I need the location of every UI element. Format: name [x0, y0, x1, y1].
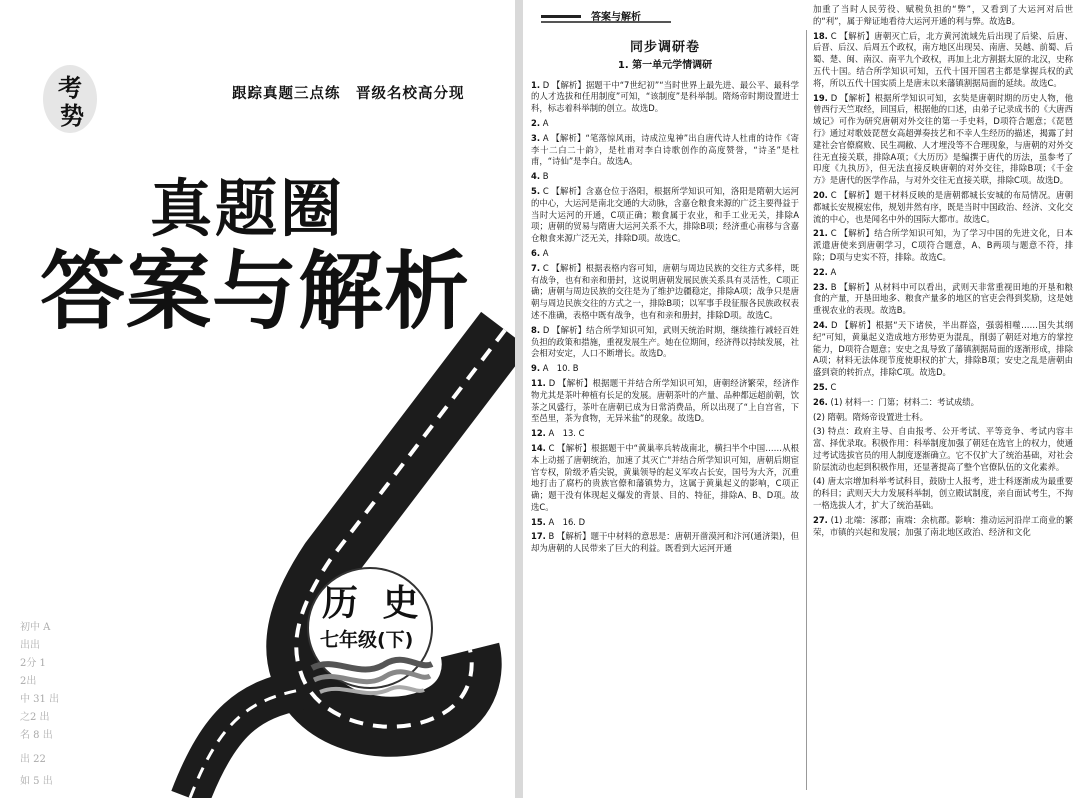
answer-number: 26.: [813, 396, 828, 407]
answer-text: D 【解析】根据所学知识可知，玄奘是唐朝时期的历史人物，他曾西行天竺取经，回国后，根据他的口述，由弟子记录成书的《大唐西域记》可作为研究唐朝对外交往的第一手史料，D项符合题意；《琵琶行》通过对歌妓琵琶女高超弹奏技艺和不幸人生经历的描述，揭露了封建社会官僚腐败、民生凋敝、人才埋没等不合理现象，与唐朝的对外交往无直接关联，排除A项；《大历历》是编撰于唐代的历法，虽参考了印度《九执历》，但无法直接反映唐朝的对外交往，排除B项；《千金方》是唐代的医学作品，与对外交往无直接关联，排除C项。故选D。: [813, 92, 1073, 186]
answer-number: 7.: [531, 262, 541, 273]
margin-scribble: 名 8 出: [20, 730, 53, 741]
answer-item: [531, 171, 799, 183]
answer-text: A: [830, 266, 837, 277]
answer-number: 1.: [531, 79, 541, 90]
answer-text: D 【解析】根据题干并结合所学知识可知，唐朝经济繁荣，经济作物尤其是茶叶种植有长足的发展。唐朝茶叶的产量、品种都远超前朝，饮茶之风盛行，茶叶在唐朝已成为日常消费品，所以出现了“上自宫省，下至邑里，茶为食物，无异米盐”的现象。故选D。: [531, 377, 799, 424]
section-title: 同步调研卷: [629, 40, 700, 55]
answer-number: 25.: [813, 381, 828, 392]
answer-number: 6.: [531, 247, 541, 258]
answer-item: [813, 515, 1073, 539]
answer-text: D 【解析】结合所学知识可知，武则天统治时期，继续推行减轻百姓负担的政策和措施，重视发展生产。她在位期间，经济得以持续发展，社会相对安定，人口不断增长。故选D。: [531, 324, 799, 359]
answer-list-left: [531, 80, 799, 555]
answer-item: [531, 363, 799, 375]
answer-text: (3) 特点：政府主导、自由报考、公开考试、平等竞争、考试内容丰富、择优录取。积极作用：科举制度加强了朝廷在选官上的权力，使通过考试选拔官员的用人制度逐渐确立。它不仅扩大了统治基础，对社会阶层流动也起到积极作用，还显著提高了整个官僚队伍的文化素养。: [813, 426, 1073, 472]
answer-text: C 【解析】题干材料反映的是唐朝都城长安城的布局情况。唐朝都城长安规模宏伟，规划井然有序，既是当时中国政治、经济、文化交流的中心，也是闻名中外的国际大都市。故选C。: [813, 189, 1073, 224]
answer-number: 14.: [531, 442, 546, 453]
answer-item: [813, 31, 1073, 90]
answer-text: B 【解析】从材料中可以看出，武则天非常重视田地的开垦和粮食的产量，开垦田地多、粮食产量多的地区的官吏会得到奖励，这是她重视农业的表现。故选B。: [813, 281, 1073, 316]
answer-text: B: [542, 171, 549, 182]
margin-scribble: 之2 出: [20, 712, 50, 723]
margin-scribble: 如 5 出: [20, 776, 53, 787]
answer-item: [813, 320, 1073, 379]
answer-number: 17.: [531, 531, 546, 542]
cover-title-line2: 答案与解析: [40, 243, 471, 342]
answer-number: 24.: [813, 319, 828, 330]
answer-item: [531, 118, 799, 130]
answer-item: [813, 476, 1073, 511]
logo-char-2: 势: [60, 101, 84, 130]
answer-text: B 【解析】题干中材料的意思是：唐朝开凿漠河和汴河(通济渠)，但却为唐朝的人民带来了巨大的利益。既看到大运河开通: [531, 531, 799, 554]
answer-number: 12.: [531, 428, 546, 439]
answer-text: A 【解析】“笔落惊风雨，诗成泣鬼神”出自唐代诗人杜甫的诗作《寄李十二白二十韵》，是杜甫对李白诗歌创作的高度赞誉，“诗圣”是杜甫，“诗仙”是李白。故选A。: [531, 132, 799, 167]
answer-number: 3.: [531, 132, 541, 143]
answer-text: 加重了当时人民劳役、赋税负担的“弊”，又看到了大运河对后世的“利”，属于辩证地看待大运河开通的利与弊。故选B。: [813, 4, 1073, 26]
answer-item: [813, 397, 1073, 409]
margin-scribble: 2分 1: [20, 658, 46, 669]
answer-item: [531, 378, 799, 425]
cover-grade: 七年级(下): [320, 629, 414, 651]
answer-number: 23.: [813, 281, 828, 292]
answer-item: [813, 382, 1073, 394]
cover-title-line1: 真题圈: [150, 172, 346, 245]
answer-item: [531, 531, 799, 555]
answer-item: [531, 428, 799, 440]
answer-text: C 【解析】结合所学知识可知，为了学习中国的先进文化，日本派遣唐使来到唐朝学习，C项符合题意，A、B两项与题意不符，排除；D项与史实不符，排除。故选C。: [813, 228, 1073, 262]
answer-text: C 【解析】根据表格内容可知，唐朝与周边民族的交往方式多样，既有战争，也有和亲和册封，这说明唐朝发展民族关系具有灵活性，C项正确；唐朝与周边民族的交往是为了维护边疆稳定，排除A项；战争只是唐朝与周边民族交往的方式之一，排除B项；以军事手段征服各民族政权表述不准确，表格中既有战争，也有和亲和册封，排除D项。故选C。: [531, 262, 799, 320]
answer-item: [531, 80, 799, 115]
margin-scribble: 出 22: [20, 754, 46, 765]
margin-scribble: 初中 A: [20, 622, 51, 633]
right-column: [813, 4, 1073, 541]
answer-text: A 13. C: [548, 428, 585, 439]
answer-text: D 【解析】根据“天下诸侯，半出群盗，强弱相噬……国失其纲纪”可知，黄巢起义造成地方形势更为混乱，削弱了朝廷对地方的掌控能力，D项符合题意；安史之乱导致了藩镇割据局面的逐渐形成，排除A项；材料无法体现节度使职权的扩大，排除B项；安史之乱是唐朝由盛到衰的转折点，排除C项。故选D。: [813, 319, 1073, 378]
answer-item: [813, 282, 1073, 317]
answer-item: [813, 190, 1073, 225]
answer-number: 15.: [531, 516, 546, 527]
answer-item: [531, 325, 799, 360]
answer-number: 11.: [531, 377, 546, 388]
answer-number: 27.: [813, 514, 828, 525]
answer-item: [813, 267, 1073, 279]
answer-text: C: [830, 381, 837, 392]
answer-text: A 16. D: [548, 516, 586, 527]
answer-text: (1) 材料一：门第；材料二：考试成绩。: [830, 396, 980, 407]
answer-text: (4) 唐太宗增加科举考试科目，鼓励士人报考，进士科逐渐成为最重要的科目；武则天大力发展科举制，创立殿试制度，亲自面试考生，不拘一格选拔人才，扩大了统治基础。: [813, 476, 1073, 511]
logo-char-1: 考: [58, 73, 82, 102]
answer-text: A: [542, 247, 549, 258]
answer-item: [813, 93, 1073, 187]
margin-scribble: 中 31 出: [20, 694, 60, 705]
answer-number: 21.: [813, 228, 828, 239]
left-column: [531, 40, 799, 558]
section-subtitle: 1. 第一单元学情调研: [617, 59, 713, 71]
header-rule: [541, 15, 581, 18]
answer-number: 9.: [531, 363, 541, 374]
answer-number: 4.: [531, 171, 541, 182]
answer-item: [531, 517, 799, 529]
cover-slogan: 跟踪真题三点练 晋级名校高分现: [232, 86, 465, 102]
answer-number: 22.: [813, 266, 828, 277]
answer-item: [813, 4, 1073, 28]
answer-text: C 【解析】含嘉仓位于洛阳，根据所学知识可知，洛阳是隋朝大运河的中心，大运河是南北交通的大动脉，含嘉仓粮食来源的广泛主要得益于当时大运河的开通，C项正确；粮食属于农业，和手工业无关，排除A项；唐朝的贸易与隋唐大运河关系不大，排除B项；经济重心南移与含嘉仓粮食来源广泛无关，排除D项。故选C。: [531, 185, 799, 244]
answer-text: (1) 北端：涿郡；南端：余杭郡。影响：推动运河沿岸工商业的繁荣，市镇的兴起和发展；加强了南北地区政治、经济和文化: [813, 514, 1073, 537]
running-header: [541, 6, 801, 28]
answer-text: D 【解析】据题干中“7世纪初”“当时世界上最先进、最公平、最科学的人才选拔和任用制度”可知，“该制度”是科举制。隋炀帝时期设置进士科，标志着科举制的创立。故选D。: [531, 79, 799, 114]
answer-number: 18.: [813, 30, 828, 41]
answer-text: A 10. B: [542, 363, 579, 374]
answer-text: (2) 隋朝。隋炀帝设置进士科。: [813, 411, 929, 422]
answer-item: [813, 412, 1073, 424]
answer-number: 20.: [813, 189, 828, 200]
answer-number: 19.: [813, 92, 828, 103]
answer-item: [531, 248, 799, 260]
answer-text: C 【解析】唐朝灭亡后，北方黄河流域先后出现了后梁、后唐、后晋、后汉、后周五个政权，南方地区出现吴、南唐、吴越、前蜀、后蜀、楚、闽、南汉、南平九个政权，再加上北方割据太原的北汉，史称五代十国。结合所学知识可知，五代十国开国君主都是掌握兵权的武将，所以五代十国实质上是唐末以来藩镇割据局面的延续。故选C。: [813, 30, 1073, 88]
answer-item: [531, 443, 799, 514]
answer-item: [813, 228, 1073, 263]
cover-page: [0, 0, 515, 798]
answer-item: [813, 426, 1073, 473]
brand-logo-mark: [40, 62, 100, 136]
answer-number: 5.: [531, 185, 541, 196]
column-divider: [806, 30, 807, 790]
answer-number: 8.: [531, 324, 541, 335]
header-text: 答案与解析: [591, 12, 641, 23]
answer-item: [531, 186, 799, 245]
answer-text: A: [542, 117, 549, 128]
answer-item: [531, 133, 799, 168]
cover-subject: 历 史: [322, 583, 425, 624]
answer-number: 2.: [531, 117, 541, 128]
margin-scribble: 2出: [20, 676, 37, 687]
margin-scribble: 出出: [20, 640, 40, 651]
answers-page: [523, 0, 1080, 798]
answer-text: C 【解析】根据题干中“黄巢率兵转战南北，横扫半个中国……从根本上动摇了唐朝统治，加速了其灭亡”并结合所学知识可知，唐朝后期宦官专权，阶级矛盾尖锐，黄巢领导的起义军攻占长安，国号为大齐，沉重地打击了腐朽的贵族官僚和藩镇势力，这属于黄巢起义的影响，C项正确；题干没有体现起义爆发的背景、目的、特征，排除A、B、D项。故选C。: [531, 442, 799, 512]
answer-item: [531, 263, 799, 322]
answer-list-right: [813, 4, 1073, 538]
